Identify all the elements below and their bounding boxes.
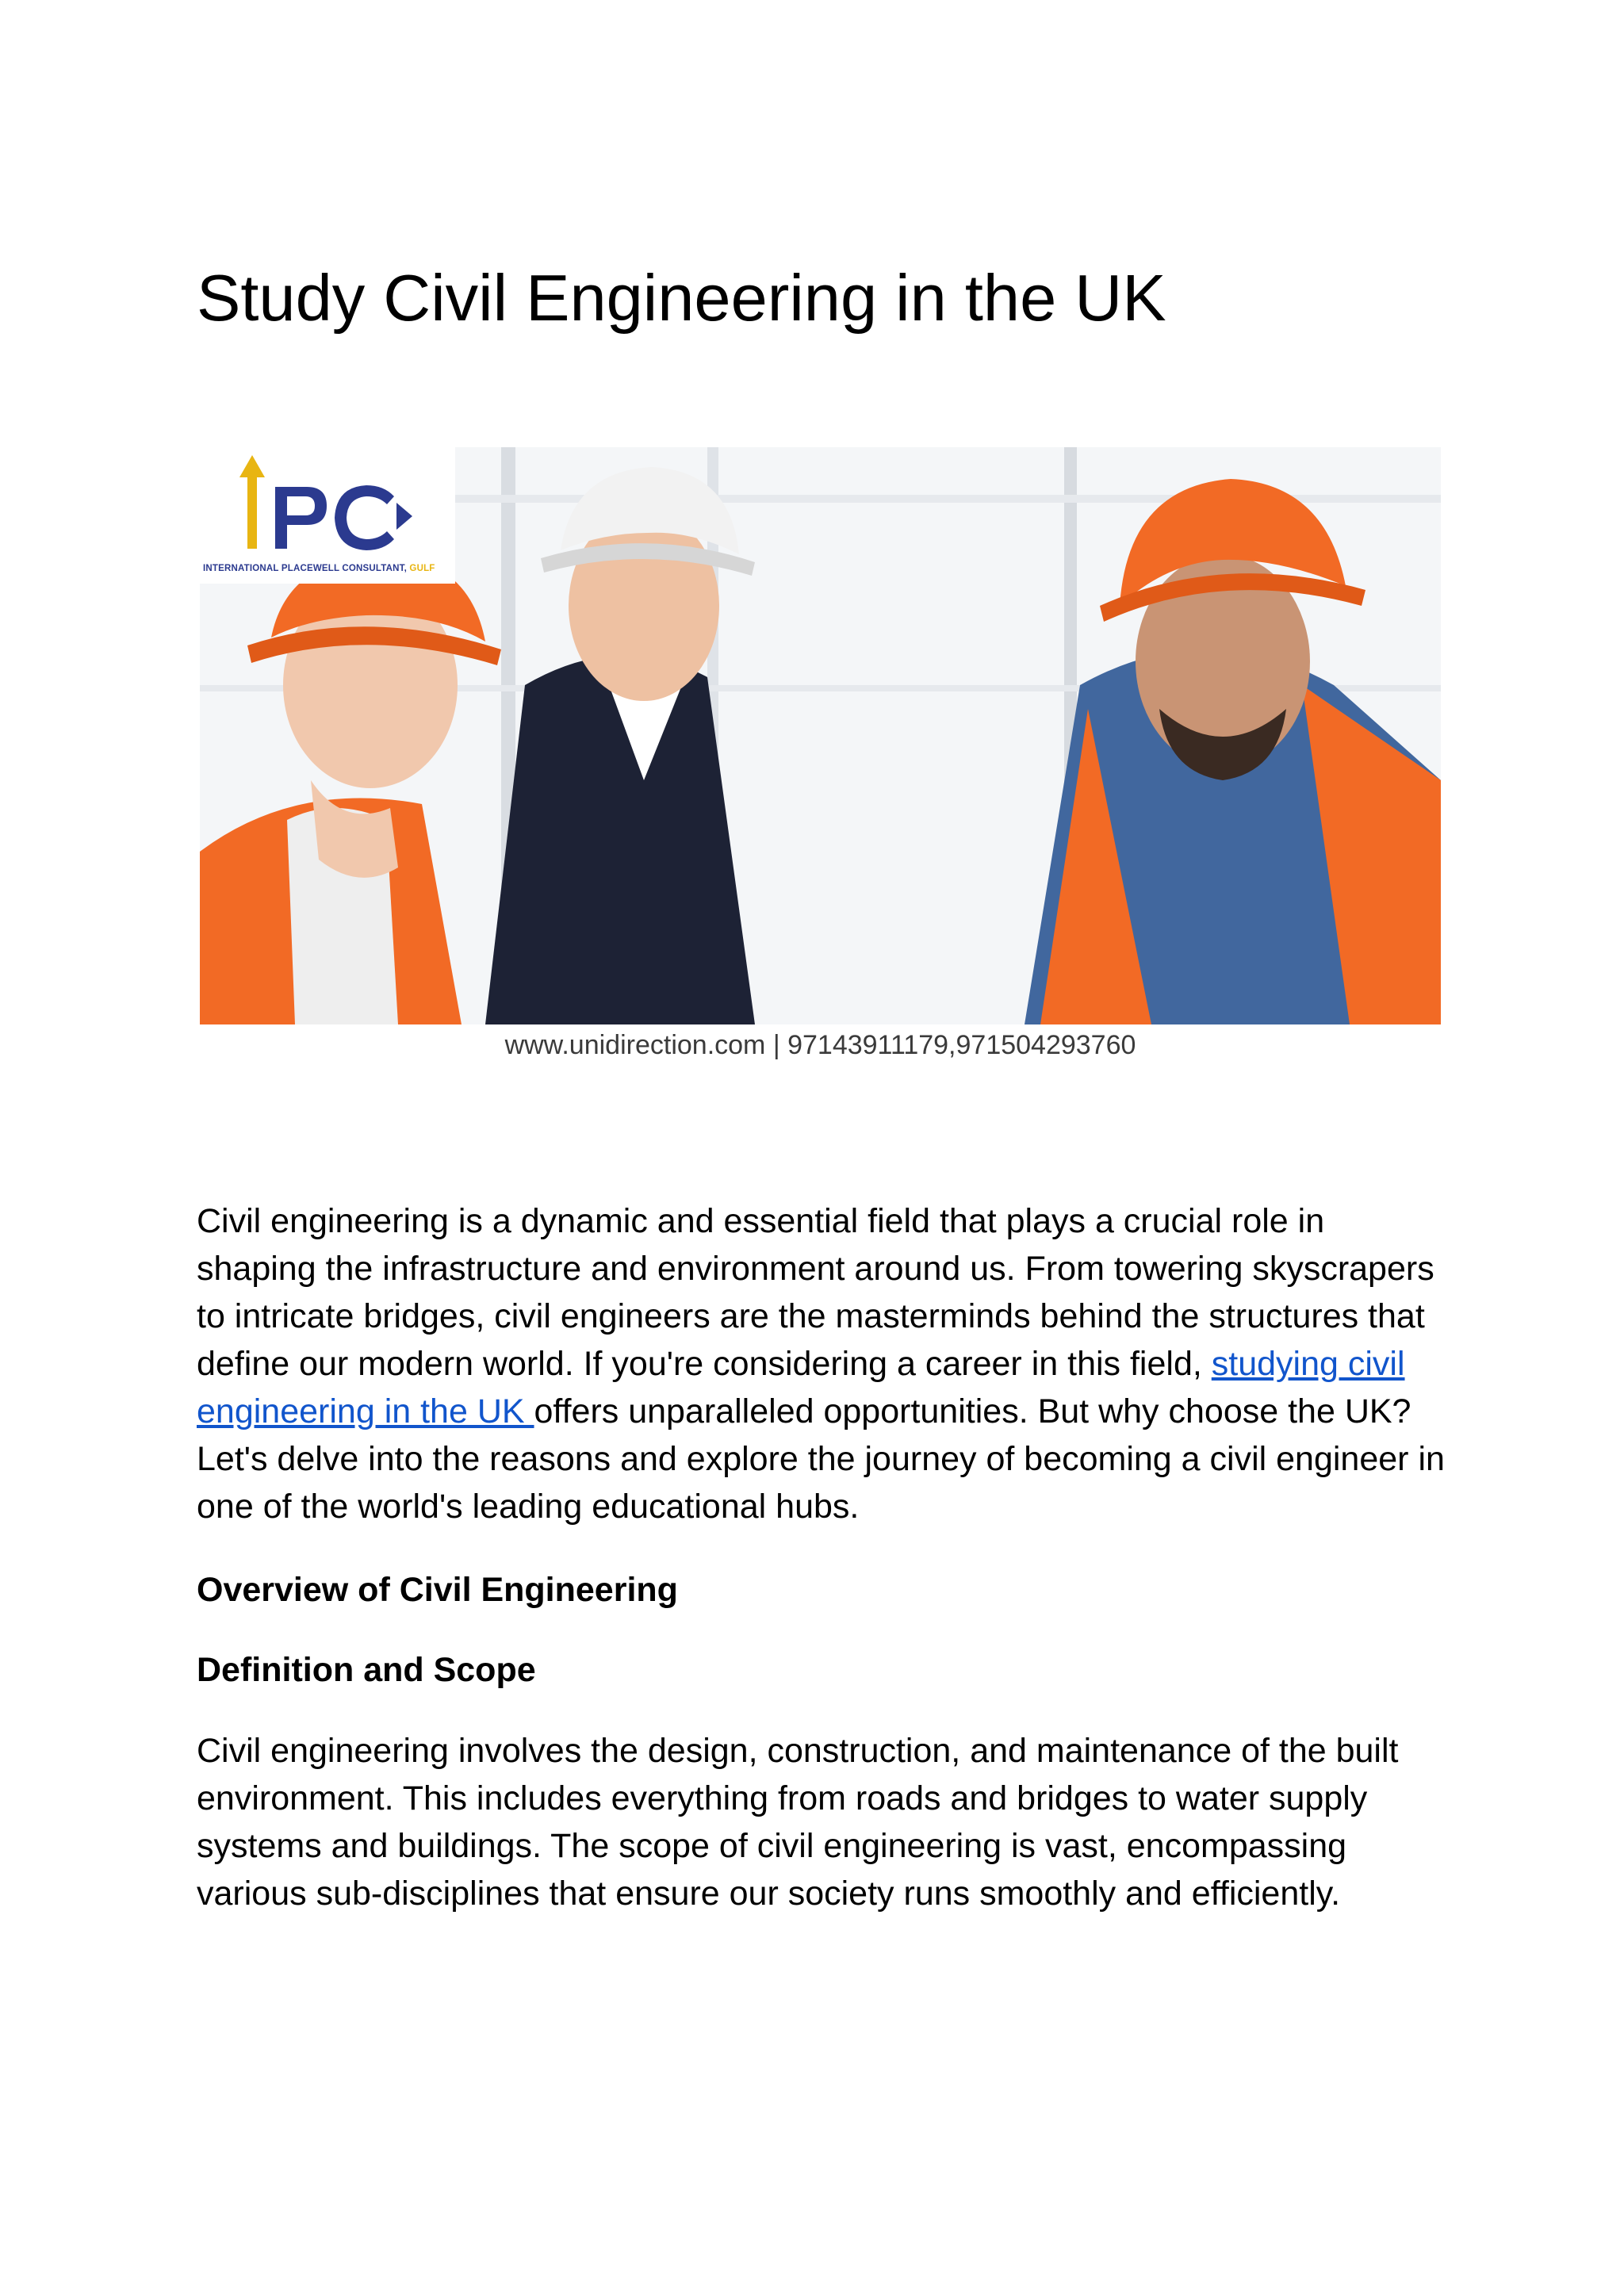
page-title: Study Civil Engineering in the UK <box>197 261 1166 335</box>
section-heading-overview: Overview of Civil Engineering <box>197 1571 678 1609</box>
intro-text-before-link: Civil engineering is a dynamic and essential field that plays a crucial role in shaping the infrastructure and environment around us. From towering skyscrapers to intricate bridges, civil engineers are the masterminds behind the structures that define our modern world. If you're considering a career in this field, <box>197 1202 1434 1383</box>
definition-paragraph: Civil engineering involves the design, construction, and maintenance of the built environment. This includes everything from roads and bridges to water supply systems and buildings. The scope of civil engineering is vast, encompassing various sub-disciplines that ensure our society runs smoothly and efficiently. <box>197 1732 1399 1913</box>
intro-text-after-link: offers unparalleled opportunities. But why choose the UK? Let's delve into the reasons and explore the journey of becoming a civil engineer in one of the world's leading educational hubs. <box>197 1392 1445 1526</box>
study-civil-engineering-link[interactable]: studying civil engineering in the UK <box>197 1345 1405 1430</box>
intro-paragraph <box>197 1197 1450 1530</box>
ipc-logo <box>200 447 455 584</box>
logo-subtitle: INTERNATIONAL PLACEWELL CONSULTANT, GULF <box>203 564 435 573</box>
section-heading-definition: Definition and Scope <box>197 1651 536 1689</box>
image-caption: www.unidirection.com | 97143911179,971504293760 <box>504 1030 1136 1060</box>
hero-image <box>200 447 1441 1066</box>
